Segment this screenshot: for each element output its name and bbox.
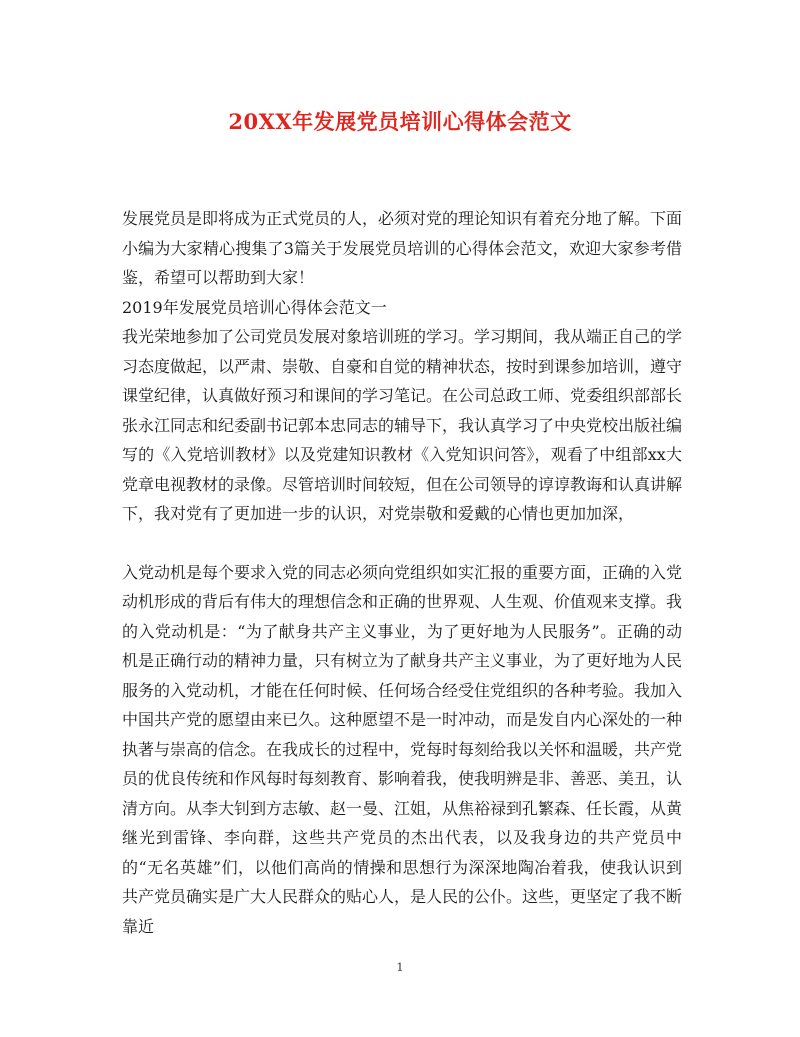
page-number: 1 (396, 961, 404, 974)
intro-paragraph: 发展党员是即将成为正式党员的人，必须对党的理论知识有着充分地了解。下面小编为大家精心搜集了3篇关于发展党员培训的心得体会范文，欢迎大家参考借鉴，希望可以帮助到大家！ (122, 209, 683, 287)
section-heading: 2019年发展党员培训心得体会范文一 (122, 297, 387, 317)
body-paragraph: 我光荣地参加了公司党员发展对象培训班的学习。学习期间，我从端正自己的学习态度做起，以严肃、崇敬、自豪和自觉的精神状态，按时到课参加培训，遵守课堂纪律，认真做好预习和课间的学习笔记。在公司总政工师、党委组织部部长张永江同志和纪委副书记郭本忠同志的辅导下，我认真学习了中央党校出版社编写的《入党培训教材》以及党建知识教材《入党知识问答》，观看了中组部xx大党章电视教材的录像。尽管培训时间较短，但在公司领导的谆谆教诲和认真讲解下，我对党有了更加进一步的认识，对党崇敬和爱戴的心情也更加加深， (122, 327, 683, 523)
document-body (122, 204, 682, 941)
document-title: 20XX年发展党员培训心得体会范文 (228, 109, 572, 134)
body-paragraph: 入党动机是每个要求入党的同志必须向党组织如实汇报的重要方面，正确的入党动机形成的背后有伟大的理想信念和正确的世界观、人生观、价值观来支撑。我的入党动机是：“为了献身共产主义事业，为了更好地为人民服务”。正确的动机是正确行动的精神力量，只有树立为了献身共产主义事业，为了更好地为人民服务的入党动机，才能在任何时候、任何场合经受住党组织的各种考验。我加入中国共产党的愿望由来已久。这种愿望不是一时冲动，而是发自内心深处的一种执著与崇高的信念。在我成长的过程中，党每时每刻给我以关怀和温暖，共产党员的优良传统和作风每时每刻教育、影响着我，使我明辨是非、善恶、美丑，认清方向。从李大钊到方志敏、赵一曼、江姐，从焦裕禄到孔繁森、任长霞，从黄继光到雷锋、李向群，这些共产党员的杰出代表，以及我身边的共产党员中的“无名英雄”们，以他们高尚的情操和思想行为深深地陶冶着我，使我认识到共产党员确实是广大人民群众的贴心人，是人民的公仆。这些，更坚定了我不断靠近 (122, 562, 683, 936)
